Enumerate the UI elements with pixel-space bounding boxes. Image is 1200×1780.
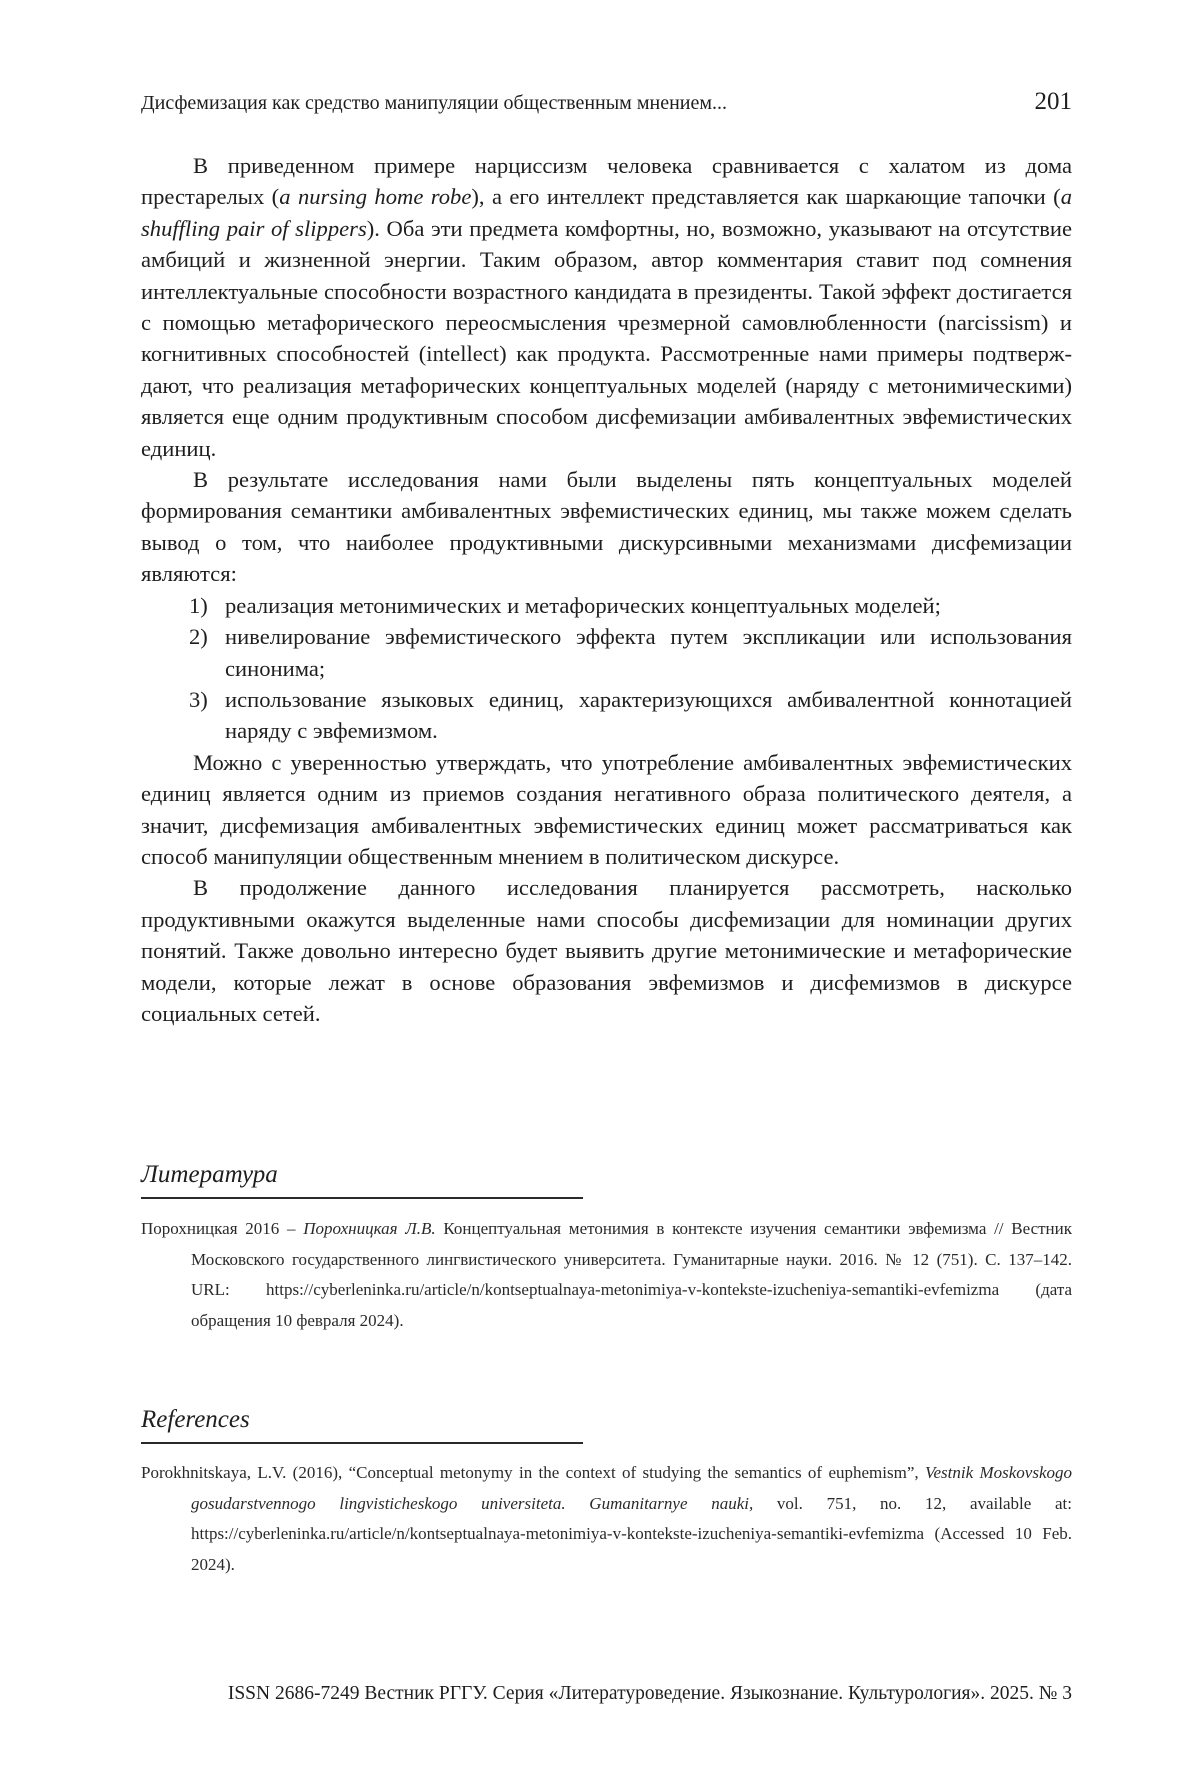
list-item-text: нивелирование эвфемистического эффекта путем экспликации или использования синонима; bbox=[225, 624, 1072, 681]
paragraph-2: В результате исследования нами были выделены пять концептуальных моделей формирования семантики амбивалентных эвфемистических единиц, мы также можем сделать вывод о том, что наиболее продуктивными дискурсивными механизмами дисфемизации являются: bbox=[141, 467, 1072, 587]
references-entry-part-b: vol. 751, no. 12, available at: https://cyberleninka.ru/article/n/kontseptualnaya-metonimiya-v-kontekste-izucheniya-semantiki-evfemizma (Accessed 10 Feb. 2024). bbox=[191, 1493, 1072, 1574]
page-footer: ISSN 2686-7249 Вестник РГГУ. Серия «Литературоведение. Языкознание. Культурология». 2025. № 3 bbox=[227, 1683, 1072, 1704]
list-item-text: реализация метонимических и метафорических концептуальных моделей; bbox=[225, 592, 941, 618]
list-item-number: 3) bbox=[189, 686, 208, 712]
literature-entry-author: Порохницкая Л.В. bbox=[303, 1219, 436, 1238]
references-heading: References bbox=[141, 1405, 583, 1444]
italic-phrase-robe: a nursing home robe bbox=[279, 184, 472, 210]
italic-phrase-slippers: a shuffling pair of slippers bbox=[141, 184, 1073, 241]
paragraph-1-part-c: ). Оба эти предмета комфортны, но, возможно, указывают на отсутствие амбиций и жизненной энергии. Таким образом, автор комментария ставит под сомнения интеллектуальные способности возрастного кандидата в президенты. Такой эффект достигается с помощью метафорического переосмысления чрезмерной самовлюбленности (narcissism) и когнитивных способностей (intellect) как продукта. Рассмотренные нами примеры подтверждают, что реализация метафорических концептуальных моделей (наряду с метонимическими) является еще одним продуктивным способом дисфемизации амбивалентных эвфемистических единиц. bbox=[141, 215, 1072, 461]
paragraph-1-part-a: В приведенном примере нарциссизм человека сравнивается с халатом из дома престарелых ( bbox=[141, 153, 1072, 210]
paragraph-4: В продолжение данного исследования планируется рассмотреть, насколько продуктивными окажутся выделенные нами способы дисфемизации для номинации других понятий. Также довольно интересно будет выявить другие метонимические и метафорические модели, которые лежат в основе образования эвфемизмов и дисфемизмов в дискурсе социальных сетей. bbox=[141, 875, 1072, 1026]
references-entry bbox=[141, 1458, 1072, 1580]
list-item bbox=[141, 621, 1072, 684]
list-item bbox=[141, 590, 1072, 621]
references-entry-journal: Vestnik Moskovskogo gosudarstvennogo lingvisticheskogo universiteta. Gumanitarnye nauki, bbox=[191, 1463, 1072, 1513]
literature-entry-text: Концептуальная метонимия в контексте изучения семантики эвфемизма // Вестник Московского государственного лингвистического университета. Гуманитарные науки. 2016. № 12 (751). С. 137–142. URL: https://cyberleninka.ru/article/n/kontseptualnaya-metonimiya-v-kontekste-izucheniya-semantiki-evfemizma (дата обращения 10 февраля 2024). bbox=[191, 1219, 1072, 1330]
references-entry-part-a: Porokhnitskaya, L.V. (2016), “Conceptual metonymy in the context of studying the semantics of euphemism”, bbox=[141, 1463, 925, 1482]
conclusion-list bbox=[141, 590, 1072, 747]
paragraph-3: Можно с уверенностью утверждать, что употребление амбивалентных эвфемистических единиц является одним из приемов создания негативного образа политического деятеля, а значит, дисфемизация амбивалентных эвфемистических единиц может рассматриваться как способ манипуляции общественным мнением в политическом дискурсе. bbox=[141, 749, 1072, 869]
paragraph-1 bbox=[141, 150, 1072, 464]
literature-entry-key: Порохницкая 2016 – bbox=[141, 1219, 304, 1238]
article-body bbox=[141, 150, 1072, 1029]
list-item-number: 2) bbox=[189, 624, 208, 650]
literature-entry bbox=[141, 1214, 1072, 1336]
paragraph-1-part-b: ), а его интеллект представляется как шаркающие тапочки ( bbox=[471, 184, 1061, 210]
running-head bbox=[141, 88, 1072, 116]
list-item bbox=[141, 684, 1072, 747]
list-item-text: использование языковых единиц, характеризующихся амбивалентной коннотацией наряду с эвфемизмом. bbox=[225, 686, 1072, 744]
running-title: Дисфемизация как средство манипуляции общественным мнением... bbox=[141, 92, 728, 114]
literature-heading: Литература bbox=[141, 1160, 583, 1199]
list-item-number: 1) bbox=[189, 592, 208, 618]
page-number: 201 bbox=[1034, 88, 1072, 115]
